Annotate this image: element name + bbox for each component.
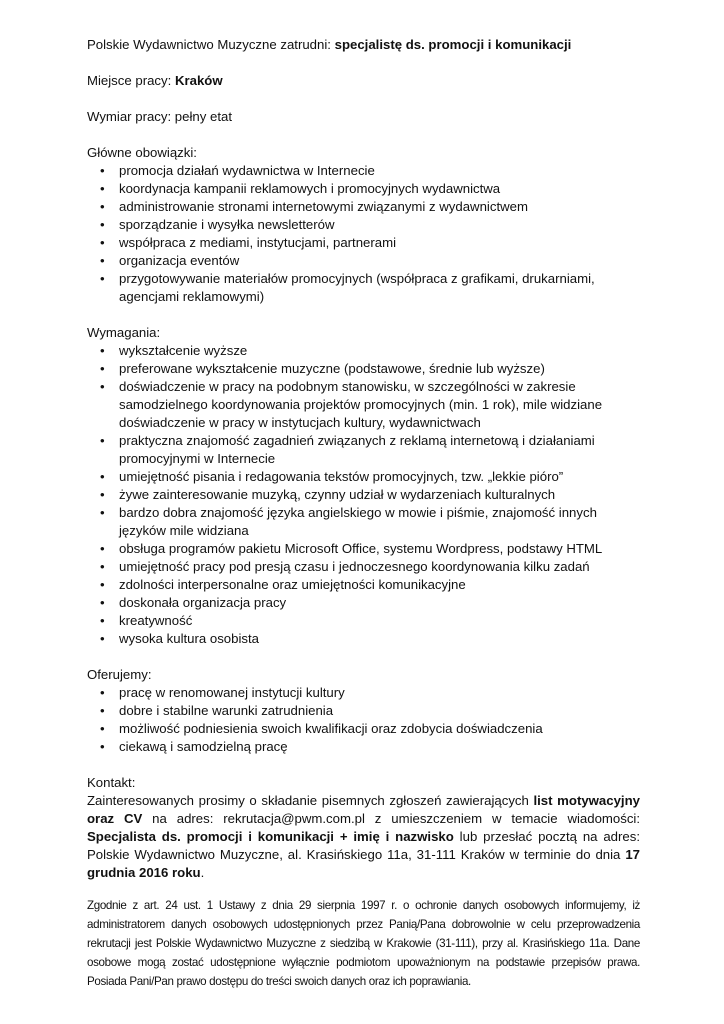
location-value: Kraków	[174, 73, 223, 88]
contact-text: Zainteresowanych prosimy o składanie pisemnych zgłoszeń zawierających	[87, 793, 534, 808]
list-item: • umiejętność pracy pod presją czasu i jednoczesnego koordynowania kilku zadań	[87, 558, 640, 576]
list-item: • możliwość podniesienia swoich kwalifikacji oraz zdobycia doświadczenia	[87, 720, 640, 738]
list-item: • bardzo dobra znajomość języka angielskiego w mowie i piśmie, znajomość innych języków mile widziana	[87, 504, 640, 540]
list-item: • żywe zainteresowanie muzyką, czynny udział w wydarzeniach kulturalnych	[87, 486, 640, 504]
offer-list	[87, 684, 640, 756]
list-item: • dobre i stabilne warunki zatrudnienia	[87, 702, 640, 720]
position-title: specjalistę ds. promocji i komunikacji	[334, 37, 572, 52]
employer-text: Polskie Wydawnictwo Muzyczne zatrudni:	[87, 37, 335, 52]
list-item: • doskonała organizacja pracy	[87, 594, 640, 612]
list-item: • sporządzanie i wysyłka newsletterów	[87, 216, 640, 234]
contact-heading: Kontakt:	[87, 775, 136, 790]
contact-text: .	[200, 865, 205, 880]
list-item: • koordynacja kampanii reklamowych i promocyjnych wydawnictwa	[87, 180, 640, 198]
requirements-heading: Wymagania:	[87, 325, 161, 340]
list-item: • ciekawą i samodzielną pracę	[87, 738, 640, 756]
list-item: • przygotowywanie materiałów promocyjnych (współpraca z grafikami, drukarniami, agencjami reklamowymi)	[87, 270, 640, 306]
list-item: • pracę w renomowanej instytucji kultury	[87, 684, 640, 702]
contact-paragraph	[87, 792, 640, 882]
list-item: • zdolności interpersonalne oraz umiejętności komunikacyjne	[87, 576, 640, 594]
job-title-line	[87, 36, 640, 54]
worktime-line: Wymiar pracy: pełny etat	[87, 109, 232, 124]
list-item: • promocja działań wydawnictwa w Internecie	[87, 162, 640, 180]
contact-email[interactable]: rekrutacja@pwm.com.pl	[223, 811, 365, 826]
location-label: Miejsce pracy:	[87, 73, 175, 88]
list-item: • obsługa programów pakietu Microsoft Office, systemu Wordpress, podstawy HTML	[87, 540, 640, 558]
contact-text: na adres:	[142, 811, 224, 826]
contact-text: z umieszczeniem w temacie wiadomości:	[364, 811, 641, 826]
duties-list	[87, 162, 640, 306]
list-item: • wysoka kultura osobista	[87, 630, 640, 648]
offer-heading: Oferujemy:	[87, 667, 152, 682]
list-item: • współpraca z mediami, instytucjami, partnerami	[87, 234, 640, 252]
requirements-list	[87, 342, 640, 648]
email-subject: Specjalista ds. promocji i komunikacji + imię i nazwisko	[87, 829, 454, 844]
contact-text: lub przesłać pocztą na adres: Polskie Wydawnictwo Muzyczne, al. Krasińskiego 11a, 31-111 Kraków w terminie do dnia	[87, 829, 640, 862]
list-item: • preferowane wykształcenie muzyczne (podstawowe, średnie lub wyższe)	[87, 360, 640, 378]
list-item: • umiejętność pisania i redagowania tekstów promocyjnych, tzw. „lekkie pióro”	[87, 468, 640, 486]
list-item: • doświadczenie w pracy na podobnym stanowisku, w szczególności w zakresie samodzielnego koordynowania projektów promocyjnych (min. 1 rok), mile widziane doświadczenie w pracy w instytucjach kultury, wydawnictwach	[87, 378, 640, 432]
required-documents: list motywacyjny oraz CV	[87, 793, 640, 826]
deadline-date: 17 grudnia 2016 roku	[87, 847, 640, 880]
location-line	[87, 72, 640, 90]
list-item: • administrowanie stronami internetowymi związanymi z wydawnictwem	[87, 198, 640, 216]
data-protection-clause: Zgodnie z art. 24 ust. 1 Ustawy z dnia 29 sierpnia 1997 r. o ochronie danych osobowych informujemy, iż administratorem danych osobowych udostępnionych przez Panią/Pana dobrowolnie w celu przeprowadzenia rekrutacji jest Polskie Wydawnictwo Muzyczne z siedzibą w Krakowie (31-111), przy al. Krasińskiego 11a. Dane osobowe mogą zostać udostępnione wyłącznie podmiotom upoważnionym na podstawie przepisów prawa. Posiada Pani/Pan prawo dostępu do treści swoich danych oraz ich poprawiania.	[87, 899, 640, 988]
list-item: • praktyczna znajomość zagadnień związanych z reklamą internetową i działaniami promocyjnymi w Internecie	[87, 432, 640, 468]
list-item: • kreatywność	[87, 612, 640, 630]
duties-heading: Główne obowiązki:	[87, 145, 197, 160]
list-item: • wykształcenie wyższe	[87, 342, 640, 360]
list-item: • organizacja eventów	[87, 252, 640, 270]
